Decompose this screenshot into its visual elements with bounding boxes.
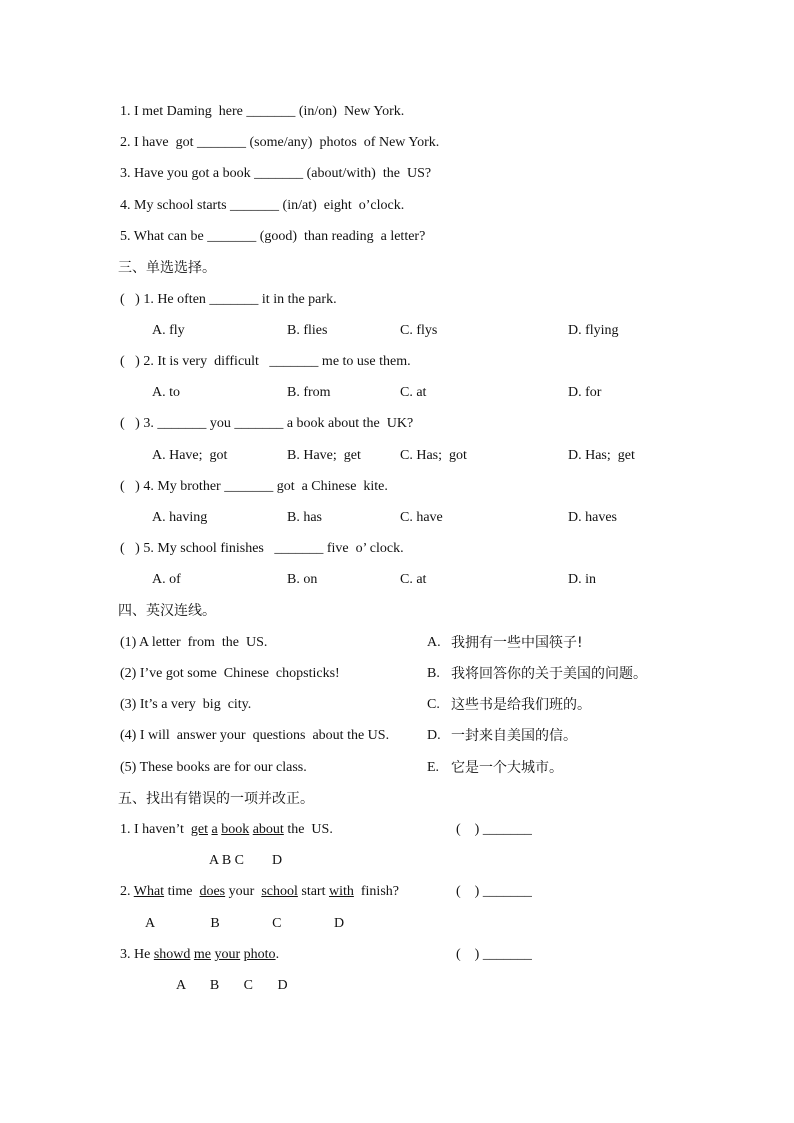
fill-item-5: 5. What can be _______ (good) than reading a letter?	[120, 229, 426, 244]
error-option-3b: me	[193, 947, 211, 962]
mc-question-5: ( ) 5. My school finishes _______ five o’ clock.	[120, 541, 404, 556]
mc-question-2: ( ) 2. It is very difficult _______ me to use them.	[120, 354, 411, 369]
error-letters-2: A B C D	[145, 916, 345, 931]
answer-blank-3: ( ) _______	[456, 947, 532, 962]
match-left-1: (1) A letter from the US.	[120, 635, 268, 650]
match-right-text-e: 它是一个大城市。	[451, 760, 563, 776]
error-option-2a: What	[133, 884, 165, 899]
error-option-2b: does	[199, 884, 226, 899]
mc-option-4c: C. have	[400, 510, 443, 525]
answer-blank-2: ( ) _______	[456, 884, 532, 899]
match-left-5: (5) These books are for our class.	[120, 760, 307, 775]
match-right-text-a: 我拥有一些中国筷子!	[451, 635, 583, 651]
match-right-text-d: 一封来自美国的信。	[451, 728, 577, 744]
match-left-3: (3) It’s a very big city.	[120, 697, 252, 712]
fill-item-4: 4. My school starts _______ (in/at) eight o’clock.	[120, 198, 405, 213]
error-option-1d: about	[252, 822, 284, 837]
fill-item-3: 3. Have you got a book _______ (about/with) the US?	[120, 166, 432, 181]
mc-option-5c: C. at	[400, 572, 427, 587]
mc-option-2b: B. from	[287, 385, 331, 400]
error-option-2d: with	[328, 884, 354, 899]
mc-option-3b: B. Have; get	[287, 448, 361, 463]
section-3-heading: 三、单选选择。	[118, 260, 216, 276]
mc-option-3c: C. Has; got	[400, 448, 467, 463]
mc-question-1: ( ) 1. He often _______ it in the park.	[120, 292, 337, 307]
error-option-3a: showd	[153, 947, 191, 962]
match-right-letter-a: A.	[427, 635, 441, 650]
answer-blank-1: ( ) _______	[456, 822, 532, 837]
mc-option-4d: D. haves	[568, 510, 617, 525]
mc-option-3d: D. Has; get	[568, 448, 635, 463]
fill-item-1: 1. I met Daming here _______ (in/on) New York.	[120, 104, 405, 119]
mc-option-5a: A. of	[152, 572, 181, 587]
mc-option-1c: C. flys	[400, 323, 438, 338]
error-option-1b: a	[211, 822, 218, 837]
error-option-2c: school	[261, 884, 298, 899]
error-letters-1: A B C D	[209, 853, 283, 868]
error-option-1a: get	[190, 822, 208, 837]
fill-item-2: 2. I have got _______ (some/any) photos of New York.	[120, 135, 440, 150]
error-sentence-1: 1. I haven’t get a book about the US.	[120, 822, 333, 837]
mc-question-4: ( ) 4. My brother _______ got a Chinese kite.	[120, 479, 388, 494]
mc-option-2c: C. at	[400, 385, 427, 400]
mc-option-2d: D. for	[568, 385, 602, 400]
mc-option-1b: B. flies	[287, 323, 328, 338]
error-sentence-2: 2. What time does your school start with finish?	[120, 884, 399, 899]
section-5-heading: 五、找出有错误的一项并改正。	[118, 791, 314, 807]
mc-option-2a: A. to	[152, 385, 180, 400]
match-right-text-c: 这些书是给我们班的。	[451, 697, 591, 713]
error-option-3d: photo	[243, 947, 276, 962]
mc-option-5b: B. on	[287, 572, 318, 587]
match-right-letter-c: C.	[427, 697, 440, 712]
error-letters-3: A B C D	[176, 978, 288, 993]
section-4-heading: 四、英汉连线。	[118, 603, 216, 619]
mc-option-4b: B. has	[287, 510, 322, 525]
match-right-letter-e: E.	[427, 760, 440, 775]
mc-option-3a: A. Have; got	[152, 448, 228, 463]
mc-option-5d: D. in	[568, 572, 596, 587]
error-sentence-3: 3. He showd me your photo.	[120, 947, 280, 962]
match-right-text-b: 我将回答你的关于美国的问题。	[451, 666, 647, 682]
mc-option-4a: A. having	[152, 510, 208, 525]
match-left-4: (4) I will answer your questions about the US.	[120, 728, 390, 743]
match-left-2: (2) I’ve got some Chinese chopsticks!	[120, 666, 340, 681]
match-right-letter-b: B.	[427, 666, 440, 681]
mc-question-3: ( ) 3. _______ you _______ a book about the UK?	[120, 416, 414, 431]
mc-option-1d: D. flying	[568, 323, 619, 338]
match-right-letter-d: D.	[427, 728, 441, 743]
error-option-3c: your	[214, 947, 241, 962]
mc-option-1a: A. fly	[152, 323, 185, 338]
error-option-1c: book	[221, 822, 250, 837]
